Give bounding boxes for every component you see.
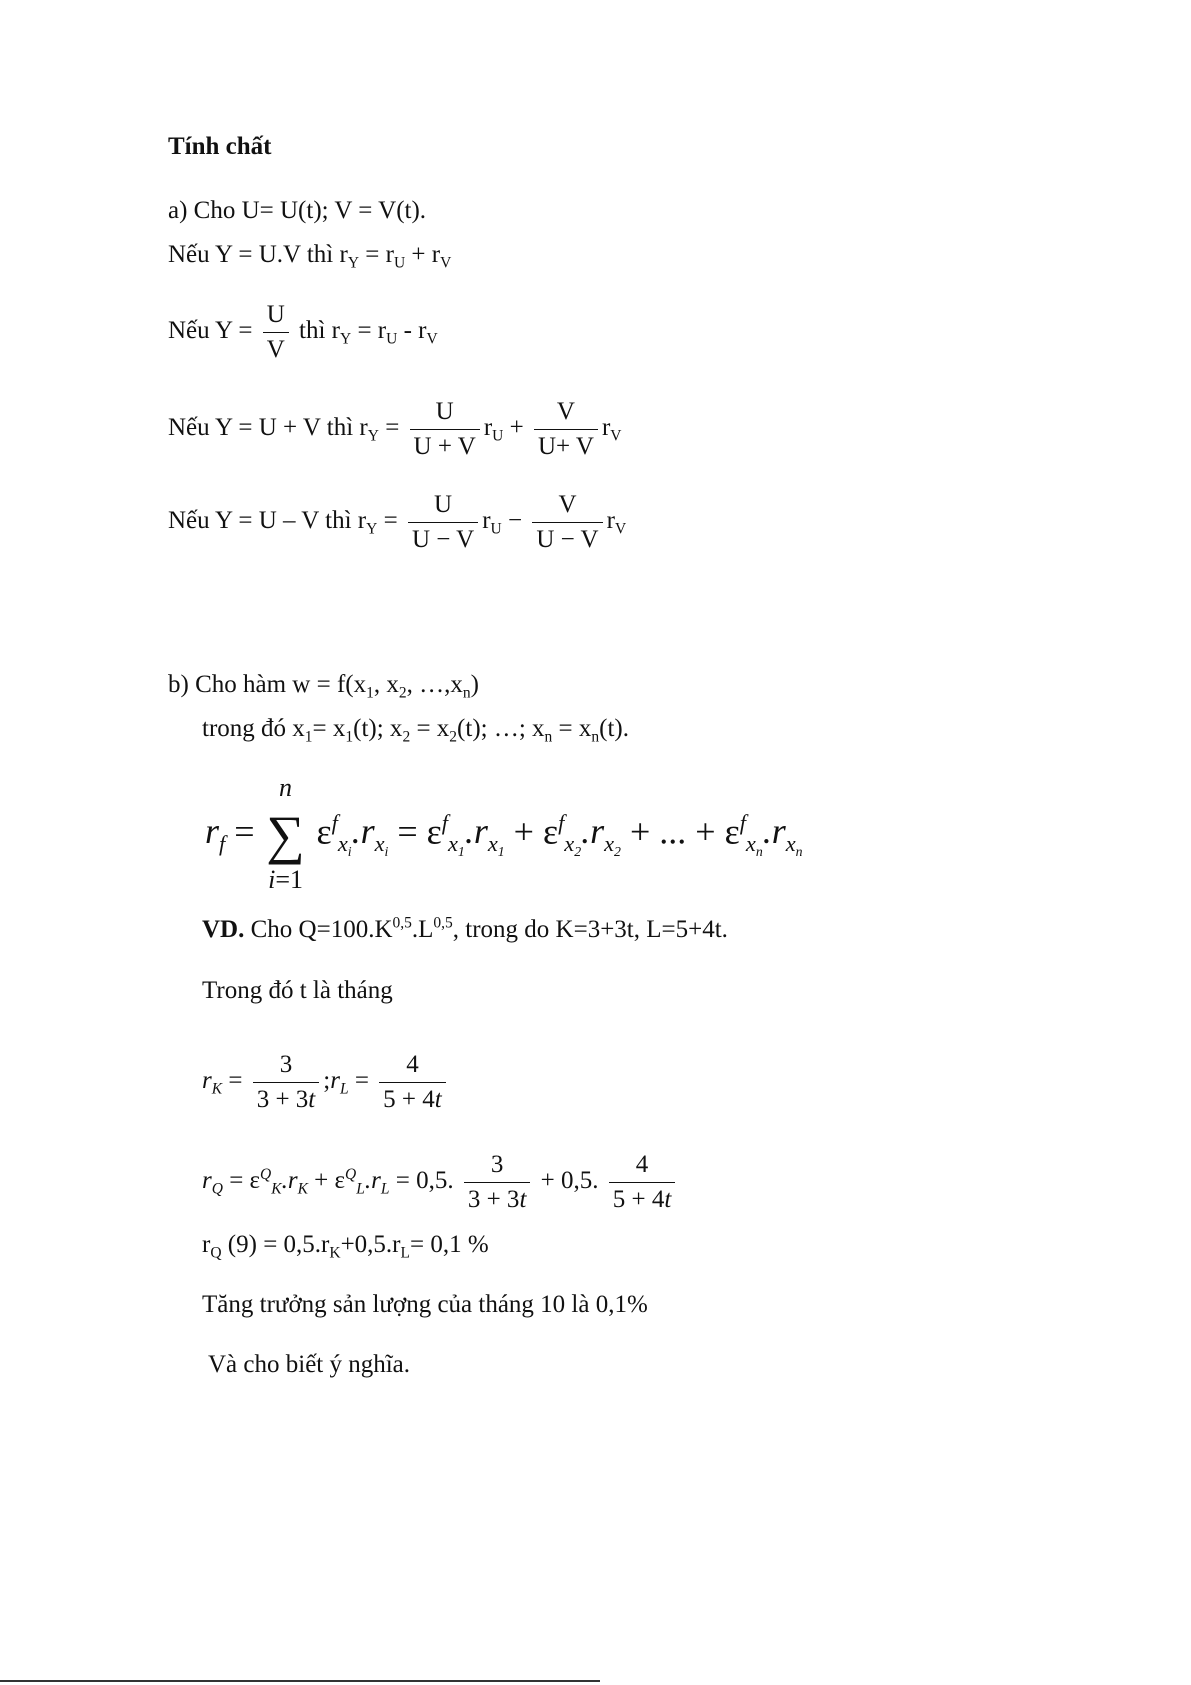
meaning-note: Và cho biết ý nghĩa.: [208, 1351, 411, 1378]
rule-difference: Nếu Y = U – V thì $r_Y$ = $\frac{U}{U - V}$ $r_U$ − $\frac{V}{U - V}$ $r_V$: [168, 488, 626, 557]
fraction-u-over-v: $\frac{U}{V}$: [263, 298, 289, 367]
example-statement: VD. Cho $Q=100.K^{0,5}.L^{0,5}$, trong do K=3+3t, L=5+4t.: [202, 914, 728, 943]
rule-quotient: Nếu Y = $\frac{U}{V}$ thì $r_Y = r_U - r_V$: [168, 298, 438, 367]
sigma-symbol: n ∑ i=1: [266, 773, 305, 894]
rule-product: Nếu Y = U.V thì $r_Y = r_U + r_V$: [168, 241, 452, 272]
part-b-intro: b) Cho hàm $w = f(x_1$, $x_2$, $\dots,x_n$): [168, 671, 479, 702]
growth-rate-q: $r_Q = \varepsilon^Q_K.r_K + \varepsilon^Q_L.r_L = 0,5$. $\frac{3}{3 + 3t}$ + 0,5. $\frac{4}{5 + 4t}$: [202, 1148, 679, 1217]
month-note: Trong đó t là tháng: [202, 977, 393, 1004]
part-b-definition: trong đó $x_1= x_1(t)$; $x_2 = x_2(t)$; …; $x_n = x_n(t)$.: [202, 715, 630, 746]
growth-rates-kl: $r_K$ = $\frac{3}{3 + 3t}$ $;r_L$ = $\frac{4}{5 + 4t}$: [202, 1048, 450, 1117]
part-a-intro: a) Cho U= U(t); V = V(t).: [168, 197, 427, 224]
rule-sum: Nếu Y = U + V thì $r_Y$ = $\frac{U}{U + V}$ $r_U$ + $\frac{V}{U+ V}$ $r_V$: [168, 395, 622, 464]
rq-at-9: $r_Q$ $(9) = 0,5.r_K+0,5.r_L= 0,1$ %: [202, 1231, 489, 1262]
section-title: Tính chất: [168, 133, 272, 160]
growth-conclusion: Tăng trưởng sản lượng của tháng 10 là 0,1%: [202, 1291, 648, 1318]
page-bottom-rule: [0, 1680, 600, 1682]
sum-formula: $r_f$ = n ∑ i=1 $\varepsilon^f_{x_i}.r_{x_i} = \varepsilon^f_{x_1}.r_{x_1} + \varepsilon^f_{x_2}.r_{x_2}$ + ... + $\varepsilon^f_{x_n}.r_{x_n}$: [205, 773, 803, 894]
